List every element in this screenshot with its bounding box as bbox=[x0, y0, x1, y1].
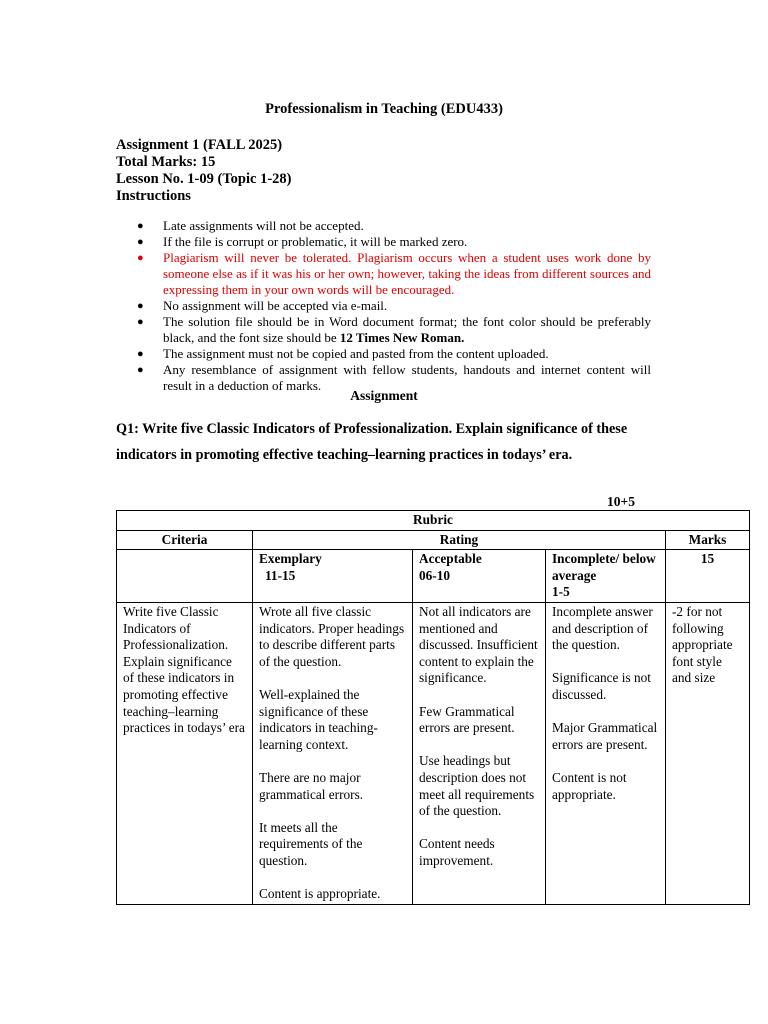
instruction-item: ● No assignment will be accepted via e-mail. bbox=[137, 298, 388, 313]
criteria-header: Criteria bbox=[117, 530, 253, 550]
empty-cell bbox=[117, 550, 253, 603]
assignment-meta bbox=[116, 137, 292, 205]
instruction-item: ● Late assignments will not be accepted. bbox=[137, 218, 364, 233]
font-requirement: 12 Times New Roman. bbox=[339, 330, 465, 345]
instructions-heading: Instructions bbox=[116, 188, 191, 204]
assignment-name: Assignment 1 (FALL 2025) bbox=[116, 137, 283, 153]
bullet-icon: ● bbox=[137, 220, 144, 232]
lesson-range: Lesson No. 1-09 (Topic 1-28) bbox=[116, 171, 292, 187]
rating-header: Rating bbox=[253, 530, 666, 550]
question-marks: 10+5 bbox=[607, 494, 635, 509]
assignment-heading: Assignment bbox=[350, 388, 418, 403]
level-acceptable: Acceptable 06-10 bbox=[413, 550, 546, 603]
bullet-icon: ● bbox=[137, 348, 144, 360]
document-title: Professionalism in Teaching (EDU433) bbox=[265, 101, 503, 117]
criteria-text: Write five Classic Indicators of Professionalization. Explain significance of these indicators in promoting effective teaching–learning practices in todays’ era bbox=[117, 602, 253, 904]
acceptable-description: Not all indicators are mentioned and discussed. Insufficient content to explain the significance. Few Grammatical errors are present. Use headings but description does not meet all requirements of the question. Content needs improvement. bbox=[413, 602, 546, 904]
marks-value: 15 bbox=[666, 550, 750, 603]
exemplary-description: Wrote all five classic indicators. Proper headings to describe different parts of the question. Well-explained the significance of these indicators in teaching-learning context. There are no major grammatical errors. It meets all the requirements of the question. Content is appropriate. bbox=[253, 602, 413, 904]
level-incomplete: Incomplete/ below average 1-5 bbox=[546, 550, 666, 603]
total-marks: Total Marks: 15 bbox=[116, 154, 216, 170]
bullet-icon: ● bbox=[137, 252, 144, 264]
instruction-item: ● If the file is corrupt or problematic, it will be marked zero. bbox=[137, 234, 468, 249]
bullet-icon: ● bbox=[137, 236, 144, 248]
bullet-icon: ● bbox=[137, 316, 144, 328]
marks-note: -2 for not following appropriate font style and size bbox=[666, 602, 750, 904]
question-text: Q1: Write five Classic Indicators of Professionalization. Explain significance of these indicators in promoting effective teaching–learning practices in todays’ era. bbox=[116, 421, 628, 463]
instruction-item-plagiarism: ● Plagiarism will never be tolerated. Plagiarism occurs when a student uses work done by someone else as if it was his or her own; however, taking the ideas from different sources and expressing them in your own words will be encouraged. bbox=[137, 250, 651, 297]
bullet-icon: ● bbox=[137, 300, 144, 312]
bullet-icon: ● bbox=[137, 364, 144, 376]
instruction-item: ● The assignment must not be copied and pasted from the content uploaded. bbox=[137, 346, 549, 361]
rubric-table bbox=[116, 510, 750, 905]
instruction-item: ● Any resemblance of assignment with fellow students, handouts and internet content will result in a deduction of marks. bbox=[137, 362, 651, 393]
instructions-list bbox=[116, 218, 651, 394]
rubric-title: Rubric bbox=[117, 511, 750, 531]
instruction-item-format: ● The solution file should be in Word document format; the font color should be preferably black, and the font size should be 12 Times New Roman. bbox=[137, 314, 651, 345]
marks-header: Marks bbox=[666, 530, 750, 550]
incomplete-description: Incomplete answer and description of the question. Significance is not discussed. Major Grammatical errors are present. Content is not appropriate. bbox=[546, 602, 666, 904]
level-exemplary: Exemplary 11-15 bbox=[253, 550, 413, 603]
